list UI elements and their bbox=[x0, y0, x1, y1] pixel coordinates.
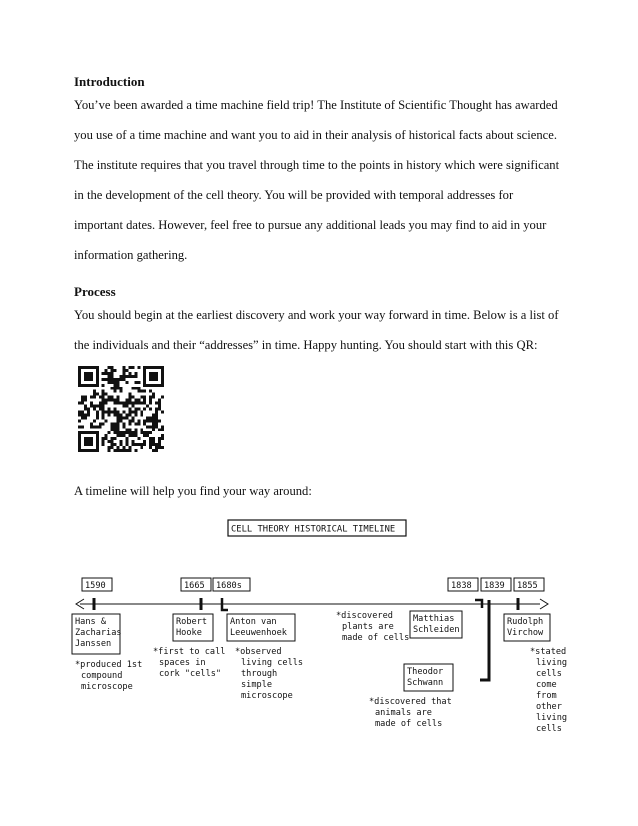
note-janssen-3: microscope bbox=[81, 682, 133, 692]
timeline-title: CELL THEORY HISTORICAL TIMELINE bbox=[231, 524, 396, 535]
introduction-line-2: you use of a time machine and want you to aid in their analysis of historical facts about science. bbox=[74, 128, 557, 142]
name-virchow-2: Virchow bbox=[507, 628, 544, 638]
note-schwann-2: animals are bbox=[375, 708, 432, 718]
note-schleiden-1: *discovered bbox=[336, 611, 393, 621]
note-hooke-3: cork "cells" bbox=[159, 669, 222, 679]
note-virchow-8: cells bbox=[536, 724, 562, 734]
note-janssen-1: *produced 1st bbox=[75, 660, 143, 670]
note-leeuwenhoek-5: microscope bbox=[241, 691, 293, 701]
process-line-2: the individuals and their “addresses” in time. Happy hunting. You should start with this QR: bbox=[74, 338, 538, 352]
name-janssen-2: Zacharias bbox=[75, 628, 122, 638]
name-schwann-1: Theodor bbox=[407, 667, 444, 677]
note-leeuwenhoek-1: *observed bbox=[235, 647, 282, 657]
note-virchow-5: from bbox=[536, 691, 557, 701]
year-1680s: 1680s bbox=[216, 581, 242, 591]
note-virchow-2: living bbox=[536, 658, 568, 668]
process-line-1: You should begin at the earliest discovery and work your way forward in time. Below is a list of bbox=[74, 308, 559, 322]
cell-theory-timeline bbox=[70, 516, 568, 746]
year-1665: 1665 bbox=[184, 581, 205, 591]
name-janssen-1: Hans & bbox=[75, 617, 107, 627]
introduction-line-5: important dates. However, feel free to pursue any additional leads you may find to aid in your bbox=[74, 218, 547, 232]
note-leeuwenhoek-3: through bbox=[241, 669, 278, 679]
name-virchow-1: Rudolph bbox=[507, 617, 544, 627]
name-leeuwenhoek-2: Leeuwenhoek bbox=[230, 628, 287, 638]
note-virchow-4: come bbox=[536, 680, 557, 690]
year-1838: 1838 bbox=[451, 581, 472, 591]
year-1590: 1590 bbox=[85, 581, 106, 591]
name-schleiden-2: Schleiden bbox=[413, 625, 460, 635]
note-schleiden-2: plants are bbox=[342, 622, 394, 632]
name-janssen-3: Janssen bbox=[75, 639, 112, 649]
note-schwann-3: made of cells bbox=[375, 719, 443, 729]
introduction-line-3: The institute requires that you travel through time to the points in history which were significant bbox=[74, 158, 560, 172]
process-heading: Process bbox=[74, 284, 116, 299]
name-schwann-2: Schwann bbox=[407, 678, 444, 688]
note-virchow-6: other bbox=[536, 702, 562, 712]
name-hooke-1: Robert bbox=[176, 617, 208, 627]
note-virchow-1: *stated bbox=[530, 647, 567, 657]
introduction-heading: Introduction bbox=[74, 74, 145, 89]
note-janssen-2: compound bbox=[81, 671, 123, 681]
name-leeuwenhoek-1: Anton van bbox=[230, 617, 277, 627]
introduction-line-4: in the development of the cell theory. You will be provided with temporal addresses for bbox=[74, 188, 514, 202]
note-virchow-3: cells bbox=[536, 669, 562, 679]
year-1839: 1839 bbox=[484, 581, 505, 591]
year-1855: 1855 bbox=[517, 581, 538, 591]
name-hooke-2: Hooke bbox=[176, 628, 202, 638]
note-leeuwenhoek-4: simple bbox=[241, 680, 273, 690]
note-schwann-1: *discovered that bbox=[369, 697, 452, 707]
timeline-right-arrow bbox=[540, 599, 548, 609]
note-hooke-1: *first to call bbox=[153, 647, 226, 657]
note-schleiden-3: made of cells bbox=[342, 633, 410, 643]
note-leeuwenhoek-2: living cells bbox=[241, 658, 304, 668]
note-hooke-2: spaces in bbox=[159, 658, 206, 668]
timeline-intro-text: A timeline will help you find your way around: bbox=[74, 484, 312, 498]
introduction-line-1: You’ve been awarded a time machine field trip! The Institute of Scientific Thought has awarded bbox=[74, 98, 558, 112]
note-virchow-7: living bbox=[536, 713, 568, 723]
qr-code bbox=[78, 366, 164, 452]
name-schleiden-1: Matthias bbox=[413, 614, 455, 624]
introduction-line-6: information gathering. bbox=[74, 248, 188, 262]
tick-1839-connector bbox=[480, 600, 489, 680]
